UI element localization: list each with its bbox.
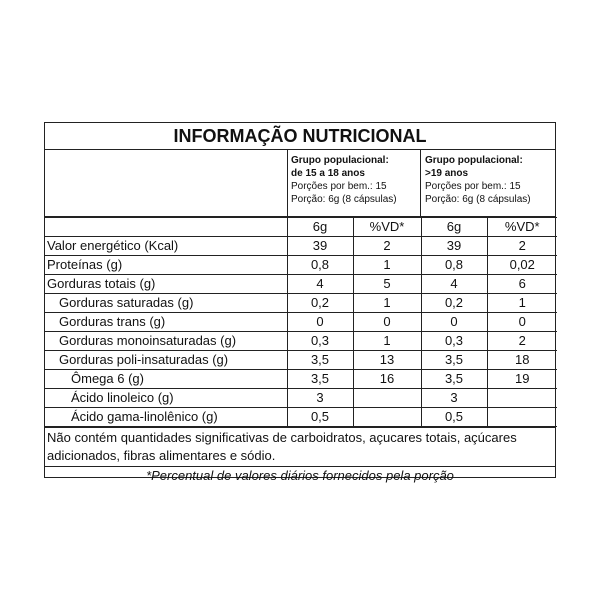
row-value: 0 (421, 313, 487, 332)
row-value: 19 (487, 370, 557, 389)
row-label: Ômega 6 (g) (45, 370, 287, 389)
row-value: 0,02 (487, 256, 557, 275)
row-value: 16 (353, 370, 421, 389)
panel-title: INFORMAÇÃO NUTRICIONAL (45, 123, 555, 150)
row-value: 3,5 (421, 351, 487, 370)
table-row (45, 294, 557, 313)
row-value: 0,5 (287, 408, 353, 427)
row-value: 2 (487, 237, 557, 256)
row-value (487, 408, 557, 427)
row-value: 1 (487, 294, 557, 313)
row-label: Ácido linoleico (g) (45, 389, 287, 408)
row-value: 3,5 (287, 351, 353, 370)
row-value: 1 (353, 294, 421, 313)
row-value: 3 (421, 389, 487, 408)
footnote: *Percentual de valores diários fornecidos pela porção (45, 466, 555, 487)
table-row (45, 313, 557, 332)
row-label: Gorduras saturadas (g) (45, 294, 287, 313)
row-value: 4 (421, 275, 487, 294)
row-label: Gorduras totais (g) (45, 275, 287, 294)
row-value: 3,5 (287, 370, 353, 389)
row-label: Proteínas (g) (45, 256, 287, 275)
row-value: 0,2 (421, 294, 487, 313)
row-value: 13 (353, 351, 421, 370)
row-value: 2 (487, 332, 557, 351)
row-value (353, 408, 421, 427)
row-value: 0,3 (287, 332, 353, 351)
row-value: 3 (287, 389, 353, 408)
column-header: %VD* (353, 218, 421, 237)
row-value: 1 (353, 332, 421, 351)
row-value: 2 (353, 237, 421, 256)
row-value: 18 (487, 351, 557, 370)
table-row (45, 370, 557, 389)
row-value: 39 (421, 237, 487, 256)
row-label: Ácido gama-linolênico (g) (45, 408, 287, 427)
column-header: 6g (421, 218, 487, 237)
header-blank-cell (45, 218, 287, 237)
table-row (45, 332, 557, 351)
row-label: Gorduras trans (g) (45, 313, 287, 332)
column-header: %VD* (487, 218, 557, 237)
nutrition-facts-panel (44, 122, 556, 483)
group-portion: Porção: 6g (8 cápsulas) (291, 194, 397, 205)
population-groups (45, 150, 555, 217)
row-value (487, 389, 557, 408)
row-value: 3,5 (421, 370, 487, 389)
table-row (45, 256, 557, 275)
table-row (45, 237, 557, 256)
groups-label-cell (45, 150, 288, 216)
column-header-row (45, 218, 557, 237)
row-label: Valor energético (Kcal) (45, 237, 287, 256)
row-value (353, 389, 421, 408)
group-15-18 (287, 150, 421, 216)
row-value: 0,3 (421, 332, 487, 351)
row-value: 6 (487, 275, 557, 294)
table-row (45, 275, 557, 294)
column-header: 6g (287, 218, 353, 237)
row-value: 1 (353, 256, 421, 275)
group-heading-line2: >19 anos (425, 168, 469, 179)
row-value: 0,8 (287, 256, 353, 275)
group-servings: Porções por bem.: 15 (291, 181, 387, 192)
row-value: 4 (287, 275, 353, 294)
group-19-plus (421, 150, 557, 216)
row-value: 0 (353, 313, 421, 332)
table-row (45, 351, 557, 370)
nutrition-table (45, 217, 557, 427)
disclaimer-note: Não contém quantidades significativas de carboidratos, açucares totais, açúcares adicionados, fibras alimentares e sódio. (45, 427, 555, 466)
table-row (45, 408, 557, 427)
group-heading-line2: de 15 a 18 anos (291, 168, 365, 179)
group-servings: Porções por bem.: 15 (425, 181, 521, 192)
row-value: 5 (353, 275, 421, 294)
row-value: 0 (287, 313, 353, 332)
row-label: Gorduras poli-insaturadas (g) (45, 351, 287, 370)
row-value: 0,2 (287, 294, 353, 313)
group-heading-line1: Grupo populacional: (425, 155, 523, 166)
group-portion: Porção: 6g (8 cápsulas) (425, 194, 531, 205)
row-value: 39 (287, 237, 353, 256)
row-label: Gorduras monoinsaturadas (g) (45, 332, 287, 351)
row-value: 0,8 (421, 256, 487, 275)
row-value: 0,5 (421, 408, 487, 427)
table-row (45, 389, 557, 408)
group-heading-line1: Grupo populacional: (291, 155, 389, 166)
row-value: 0 (487, 313, 557, 332)
